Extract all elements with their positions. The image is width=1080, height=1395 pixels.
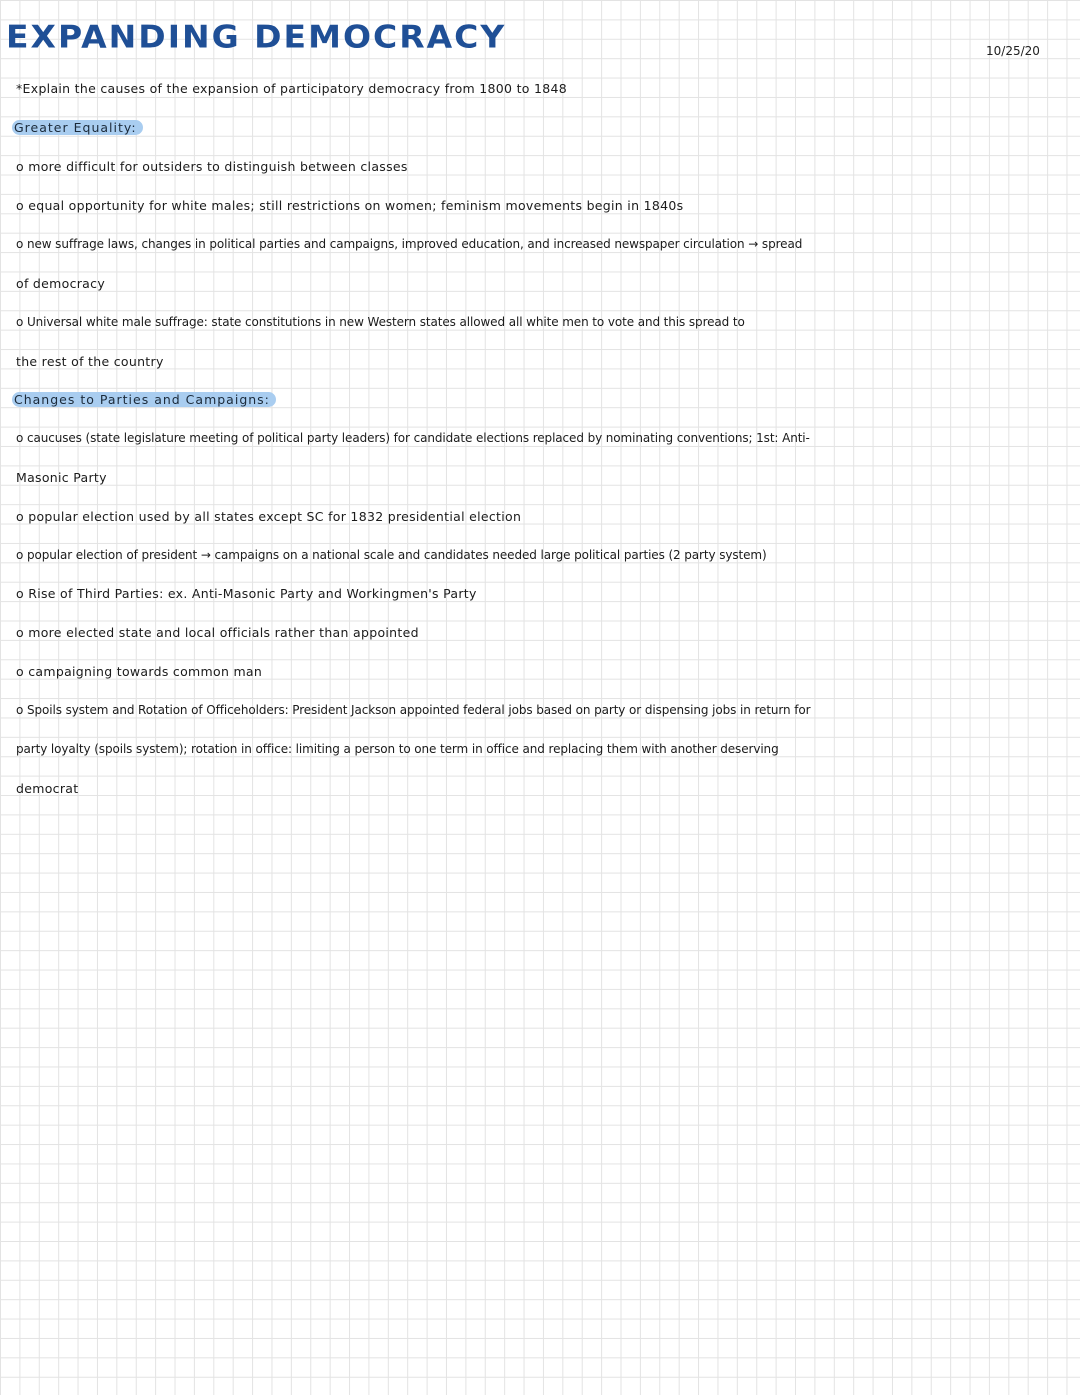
note-line: o popular election of president → campaigns on a national scale and candidates needed large political parties (2 party system) (16, 548, 767, 562)
note-line: o Universal white male suffrage: state constitutions in new Western states allowed all white men to vote and this spread to (16, 315, 745, 329)
note-line: o campaigning towards common man (16, 664, 263, 679)
page-title: EXPANDING DEMOCRACY (6, 18, 507, 56)
section-heading-equality (16, 120, 143, 135)
note-line: o equal opportunity for white males; still restrictions on women; feminism movements begin in 1840s (16, 198, 684, 213)
prompt-text: *Explain the causes of the expansion of participatory democracy from 1800 to 1848 (16, 81, 568, 96)
note-line: o Spoils system and Rotation of Officeholders: President Jackson appointed federal jobs based on party or dispensing jobs in return for (16, 703, 811, 717)
note-line: of democracy (16, 276, 106, 291)
note-line: o Rise of Third Parties: ex. Anti-Masonic Party and Workingmen's Party (16, 586, 477, 601)
note-line: o popular election used by all states except SC for 1832 presidential election (16, 509, 522, 524)
note-line: Masonic Party (16, 470, 107, 485)
note-line: o caucuses (state legislature meeting of political party leaders) for candidate elections replaced by nominating conventions; 1st: Anti- (16, 431, 810, 445)
note-line: o more elected state and local officials rather than appointed (16, 625, 419, 640)
note-line: the rest of the country (16, 354, 164, 369)
section-heading-label: Greater Equality: (12, 120, 143, 135)
note-line: o new suffrage laws, changes in political parties and campaigns, improved education, and increased newspaper circulation → spread (16, 237, 803, 251)
note-line: party loyalty (spoils system); rotation in office: limiting a person to one term in office and replacing them with another deserving (16, 742, 779, 756)
section-heading-parties (16, 392, 276, 407)
date-label: 10/25/20 (986, 44, 1040, 58)
section-heading-label: Changes to Parties and Campaigns: (12, 392, 276, 407)
note-line: o more difficult for outsiders to distinguish between classes (16, 159, 408, 174)
note-line: democrat (16, 781, 79, 796)
